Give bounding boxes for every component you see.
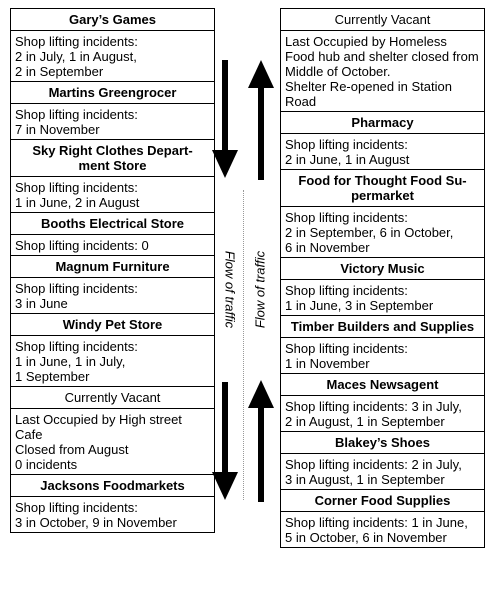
shop-box — [280, 431, 485, 489]
shop-name: Pharmacy — [351, 115, 414, 130]
center-divider — [243, 190, 244, 500]
incident-line: 2 in June, 1 in August — [285, 152, 410, 167]
flow-label-left: Flow of traffic — [222, 250, 238, 329]
incident-line: Last Occupied by High street Cafe — [15, 412, 182, 442]
incident-line: 2 in July, 1 in August, — [15, 49, 137, 64]
shop-name: Jacksons Foodmarkets — [40, 478, 185, 493]
shop-box — [10, 474, 215, 533]
incident-line: 2 in September, 6 in October, — [285, 225, 454, 240]
incident-line: 7 in November — [15, 122, 100, 137]
incident-line: 1 in June, 3 in September — [285, 298, 434, 313]
shop-incidents — [11, 30, 214, 81]
incident-line: 1 in June, 2 in August — [15, 195, 140, 210]
incident-line: Shop lifting incidents: 0 — [15, 238, 149, 253]
up-arrow-bottom — [248, 380, 274, 502]
shop-name: Timber Builders and Supplies — [290, 319, 475, 334]
incident-line: Shop lifting incidents: — [15, 180, 138, 195]
incident-line: Shop lifting incidents: — [285, 137, 408, 152]
shop-incidents — [281, 395, 484, 431]
shop-box — [10, 81, 215, 139]
shop-box — [10, 139, 215, 212]
incident-line: Shop lifting incidents: — [15, 34, 138, 49]
incident-line: 1 in June, 1 in July, — [15, 354, 126, 369]
shop-name: Currently Vacant — [64, 390, 161, 405]
shop-incidents — [281, 133, 484, 169]
incident-line: Shop lifting incidents: 1 in June, — [285, 515, 468, 530]
shop-box — [10, 386, 215, 474]
shop-name: Windy Pet Store — [62, 317, 163, 332]
shop-box — [280, 315, 485, 373]
incident-line: 0 incidents — [15, 457, 78, 472]
shop-name: Gary’s Games — [69, 12, 156, 27]
right-side-shops — [280, 8, 485, 548]
shop-incidents — [11, 335, 214, 386]
up-arrow-top — [248, 60, 274, 180]
shop-box — [280, 489, 485, 548]
shop-box — [280, 8, 485, 111]
shop-incidents — [11, 408, 214, 474]
incident-line: Shop lifting incidents: — [285, 283, 408, 298]
incident-line: Shop lifting incidents: — [15, 339, 138, 354]
incident-line: 5 in October, 6 in November — [285, 530, 447, 545]
incident-line: 2 in September — [15, 64, 104, 79]
shop-incidents — [281, 337, 484, 373]
incident-line: Shop lifting incidents: 3 in July, — [285, 399, 462, 414]
incident-line: Shop lifting incidents: — [285, 341, 408, 356]
shop-name: Booths Electrical Store — [40, 216, 185, 231]
shop-box — [280, 111, 485, 169]
shop-box — [10, 212, 215, 255]
incident-line: Shop lifting incidents: — [15, 500, 138, 515]
incident-line: Shop lifting incidents: — [285, 210, 408, 225]
shop-name: Currently Vacant — [334, 12, 431, 27]
shop-box — [10, 313, 215, 386]
shop-incidents — [11, 234, 214, 255]
shop-incidents — [281, 30, 484, 111]
flow-label-right: Flow of traffic — [252, 250, 268, 329]
left-side-shops — [10, 8, 215, 533]
shop-name: Food for Thought Food Su-permarket — [298, 173, 467, 203]
incident-line: 1 September — [15, 369, 90, 384]
shop-name: Martins Greengrocer — [48, 85, 177, 100]
shop-incidents — [281, 511, 484, 547]
shop-box — [10, 8, 215, 81]
shop-box — [280, 169, 485, 257]
down-arrow-bottom — [212, 382, 238, 500]
down-arrow-top — [212, 60, 238, 178]
shop-incidents — [11, 103, 214, 139]
shop-name: Corner Food Supplies — [314, 493, 451, 508]
shop-incidents — [281, 279, 484, 315]
incident-line: Shelter Re-opened in Station Road — [285, 79, 452, 109]
incident-line: 3 in June — [15, 296, 68, 311]
shop-incidents — [11, 176, 214, 212]
shop-incidents — [11, 277, 214, 313]
incident-line: 3 in October, 9 in November — [15, 515, 177, 530]
incident-line: Shop lifting incidents: — [15, 107, 138, 122]
shop-name: Blakey’s Shoes — [335, 435, 430, 450]
incident-line: 6 in November — [285, 240, 370, 255]
shop-name: Sky Right Clothes Depart-ment Store — [32, 143, 193, 173]
shop-box — [280, 257, 485, 315]
incident-line: Shop lifting incidents: — [15, 281, 138, 296]
shop-incidents — [281, 453, 484, 489]
shop-name: Victory Music — [340, 261, 425, 276]
incident-line: 2 in August, 1 in September — [285, 414, 445, 429]
incident-line: 1 in November — [285, 356, 370, 371]
incident-line: Last Occupied by Homeless Food hub and shelter closed from Middle of October. — [285, 34, 479, 79]
incident-line: 3 in August, 1 in September — [285, 472, 445, 487]
incident-line: Shop lifting incidents: 2 in July, — [285, 457, 462, 472]
shop-name: Magnum Furniture — [55, 259, 170, 274]
incident-line: Closed from August — [15, 442, 129, 457]
shop-incidents — [11, 496, 214, 532]
shop-name: Maces Newsagent — [326, 377, 439, 392]
shop-box — [280, 373, 485, 431]
shop-box — [10, 255, 215, 313]
shop-incidents — [281, 206, 484, 257]
